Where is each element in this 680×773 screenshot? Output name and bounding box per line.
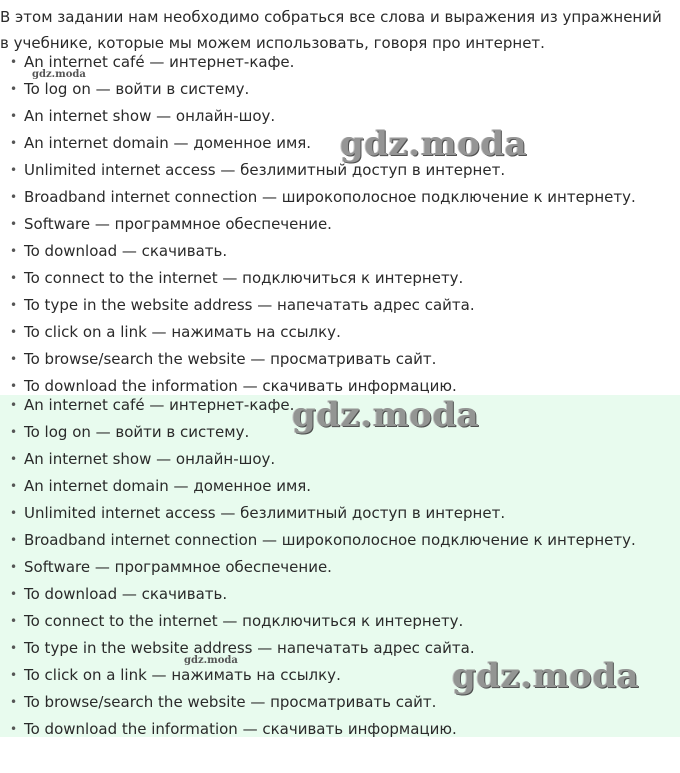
- watermark-small: gdz.moda: [32, 69, 86, 80]
- list-item-text: To type in the website address — напечатать адрес сайта.: [24, 296, 475, 314]
- list-item-text: To connect to the internet — подключиться к интернету.: [24, 612, 464, 630]
- list-item-text: Software — программное обеспечение.: [24, 558, 332, 576]
- bullet-icon: •: [10, 560, 18, 574]
- list-item-text: To type in the website address — напечатать адрес сайта.: [24, 639, 475, 657]
- bullet-icon: •: [10, 271, 18, 285]
- bullet-icon: •: [10, 217, 18, 231]
- list-item: [10, 473, 636, 500]
- bullet-icon: •: [10, 425, 18, 439]
- bullet-icon: •: [10, 398, 18, 412]
- watermark-small: gdz.moda: [184, 655, 238, 666]
- bullet-icon: •: [10, 352, 18, 366]
- list-item-text: To connect to the internet — подключиться к интернету.: [24, 269, 464, 287]
- list-item-text: To click on a link — нажимать на ссылку.: [24, 323, 341, 341]
- bullet-icon: •: [10, 325, 18, 339]
- list-item-text: Broadband internet connection — широкополосное подключение к интернету.: [24, 188, 636, 206]
- list-item-text: Unlimited internet access — безлимитный доступ в интернет.: [24, 504, 506, 522]
- list-item: [10, 238, 636, 265]
- list-item: [10, 76, 636, 103]
- bullet-icon: •: [10, 298, 18, 312]
- bullet-icon: •: [10, 533, 18, 547]
- list-item-text: To download the information — скачивать информацию.: [24, 720, 457, 738]
- list-item: [10, 157, 636, 184]
- list-item-text: An internet café — интернет-кафе.: [24, 53, 295, 71]
- list-item: [10, 581, 636, 608]
- vocabulary-list: [10, 49, 636, 400]
- list-item-text: An internet show — онлайн-шоу.: [24, 450, 276, 468]
- list-item-text: Broadband internet connection — широкополосное подключение к интернету.: [24, 531, 636, 549]
- bullet-icon: •: [10, 479, 18, 493]
- list-item-text: An internet domain — доменное имя.: [24, 134, 312, 152]
- list-item-text: An internet show — онлайн-шоу.: [24, 107, 276, 125]
- bullet-icon: •: [10, 668, 18, 682]
- list-item: [10, 608, 636, 635]
- list-item-text: An internet domain — доменное имя.: [24, 477, 312, 495]
- list-item-text: An internet café — интернет-кафе.: [24, 396, 295, 414]
- intro-paragraph: В этом задании нам необходимо собраться все слова и выражения из упражнений в учебнике, которые мы можем использовать, говоря про интернет.: [0, 8, 662, 52]
- list-item-text: Software — программное обеспечение.: [24, 215, 332, 233]
- list-item-text: To log on — войти в систему.: [24, 80, 250, 98]
- list-item: [10, 130, 636, 157]
- bullet-icon: •: [10, 614, 18, 628]
- list-item-text: To log on — войти в систему.: [24, 423, 250, 441]
- bullet-icon: •: [10, 136, 18, 150]
- bullet-icon: •: [10, 587, 18, 601]
- bullet-icon: •: [10, 379, 18, 393]
- bullet-icon: •: [10, 695, 18, 709]
- list-item: [10, 211, 636, 238]
- list-item: [10, 527, 636, 554]
- bullet-icon: •: [10, 82, 18, 96]
- list-item-text: To download — скачивать.: [24, 585, 228, 603]
- watermark: gdz.moda: [292, 395, 480, 435]
- bullet-icon: •: [10, 55, 18, 69]
- list-item-text: Unlimited internet access — безлимитный доступ в интернет.: [24, 161, 506, 179]
- list-item-text: To download — скачивать.: [24, 242, 228, 260]
- bullet-icon: •: [10, 722, 18, 736]
- list-item: [10, 500, 636, 527]
- list-item: [10, 292, 636, 319]
- bullet-icon: •: [10, 190, 18, 204]
- list-item: [10, 265, 636, 292]
- list-item-text: To click on a link — нажимать на ссылку.: [24, 666, 341, 684]
- list-item: [10, 184, 636, 211]
- list-item: [10, 446, 636, 473]
- list-item: [10, 319, 636, 346]
- watermark: gdz.moda: [452, 656, 640, 696]
- list-item-text: To download the information — скачивать информацию.: [24, 377, 457, 395]
- bullet-icon: •: [10, 109, 18, 123]
- list-item: [10, 103, 636, 130]
- list-item-text: To browse/search the website — просматривать сайт.: [24, 693, 437, 711]
- list-item-text: To browse/search the website — просматривать сайт.: [24, 350, 437, 368]
- bullet-icon: •: [10, 641, 18, 655]
- list-item: [10, 346, 636, 373]
- list-item: [10, 554, 636, 581]
- bullet-icon: •: [10, 506, 18, 520]
- list-item: [10, 716, 636, 743]
- watermark: gdz.moda: [340, 124, 528, 164]
- bullet-icon: •: [10, 244, 18, 258]
- list-item: [10, 49, 636, 76]
- bullet-icon: •: [10, 452, 18, 466]
- bullet-icon: •: [10, 163, 18, 177]
